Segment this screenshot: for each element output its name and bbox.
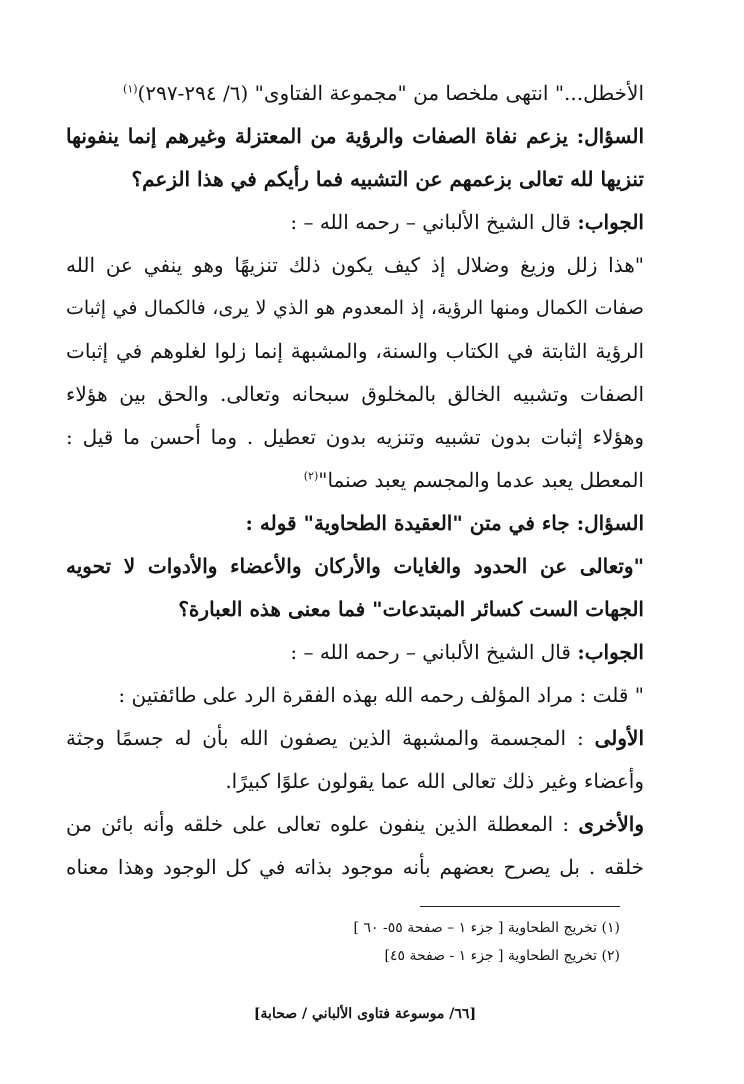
text-line: وهؤلاء إثبات بدون تشبيه وتنزيه بدون تعطيل . وما أحسن ما قيل : bbox=[66, 425, 644, 449]
footnote: (٢) تخريج الطحاوية [ جزء ١ - صفحة ٤٥] bbox=[384, 948, 620, 964]
page-footer: [٦٦/ موسوعة فتاوى الألباني / صحابة] bbox=[253, 1006, 477, 1022]
text-line: الجهات الست كسائر المبتدعات" فما معنى هذه العبارة؟ bbox=[178, 597, 644, 621]
footnote: (١) تخريج الطحاوية [ جزء ١ – صفحة ٥٥- ٦٠ ] bbox=[353, 920, 620, 936]
question-label: السؤال: bbox=[576, 124, 644, 148]
footnotes bbox=[250, 914, 620, 970]
second-label: والأخرى bbox=[578, 812, 644, 836]
text-line: الصفات وتشبيه الخالق بالمخلوق سبحانه وتعالى. والحق بين هؤلاء bbox=[66, 382, 644, 406]
footnote-marker: (١) bbox=[123, 82, 138, 96]
text-line: الأولى : المجسمة والمشبهة الذين يصفون الله بأن له جسمًا وجثة bbox=[66, 726, 644, 750]
text-line: الأخطل..." انتهى ملخصا من "مجموعة الفتاوى" (٦/ ٢٩٤-٢٩٧)$^{(١)}$ bbox=[123, 81, 644, 105]
text-line: الرؤية الثابتة في الكتاب والسنة، والمشبهة إنما زلوا لغلوهم في إثبات bbox=[66, 339, 644, 363]
answer-label: الجواب: bbox=[577, 640, 644, 664]
text-line: " قلت : مراد المؤلف رحمه الله بهذه الفقرة الرد على طائفتين : bbox=[118, 683, 644, 707]
text-line: صفات الكمال ومنها الرؤية، إذ المعدوم هو الذي لا يرى، فالكمال في إثبات bbox=[66, 297, 644, 319]
body-text bbox=[66, 72, 644, 889]
text-line: والأخرى : المعطلة الذين ينفون علوه تعالى على خلقه وأنه بائن من bbox=[66, 812, 644, 836]
text-line: "وتعالى عن الحدود والغايات والأركان والأعضاء والأدوات لا تحويه bbox=[66, 554, 644, 578]
first-label: الأولى bbox=[594, 726, 644, 750]
text-line: "هذا زلل وزيغ وضلال إذ كيف يكون ذلك تنزيهًا وهو ينفي عن الله bbox=[66, 253, 644, 277]
text-line: المعطل يعبد عدما والمجسم يعبد صنما"$^{(٢)}$ bbox=[303, 468, 644, 492]
text-line: وأعضاء وغير ذلك تعالى الله عما يقولون علوًا كبيرًا. bbox=[225, 769, 644, 793]
question-line: السؤال: يزعم نفاة الصفات والرؤية من المعتزلة وغيرهم إنما ينفونها bbox=[66, 124, 644, 148]
answer-label: الجواب: bbox=[577, 210, 644, 234]
footnote-marker: (٢) bbox=[303, 469, 319, 483]
question-label: السؤال: bbox=[576, 511, 644, 535]
footnote-divider bbox=[420, 906, 620, 907]
answer-line: الجواب: قال الشيخ الألباني – رحمه الله – : bbox=[290, 640, 644, 664]
text-line: تنزيها لله تعالى بزعمهم عن التشبيه فما رأيكم في هذا الزعم؟ bbox=[131, 167, 644, 191]
text-line: خلقه . بل يصرح بعضهم بأنه موجود بذاته في كل الوجود وهذا معناه bbox=[66, 855, 644, 879]
answer-line: الجواب: قال الشيخ الألباني – رحمه الله – : bbox=[290, 210, 644, 234]
question-line: السؤال: جاء في متن "العقيدة الطحاوية" قوله : bbox=[245, 511, 644, 535]
